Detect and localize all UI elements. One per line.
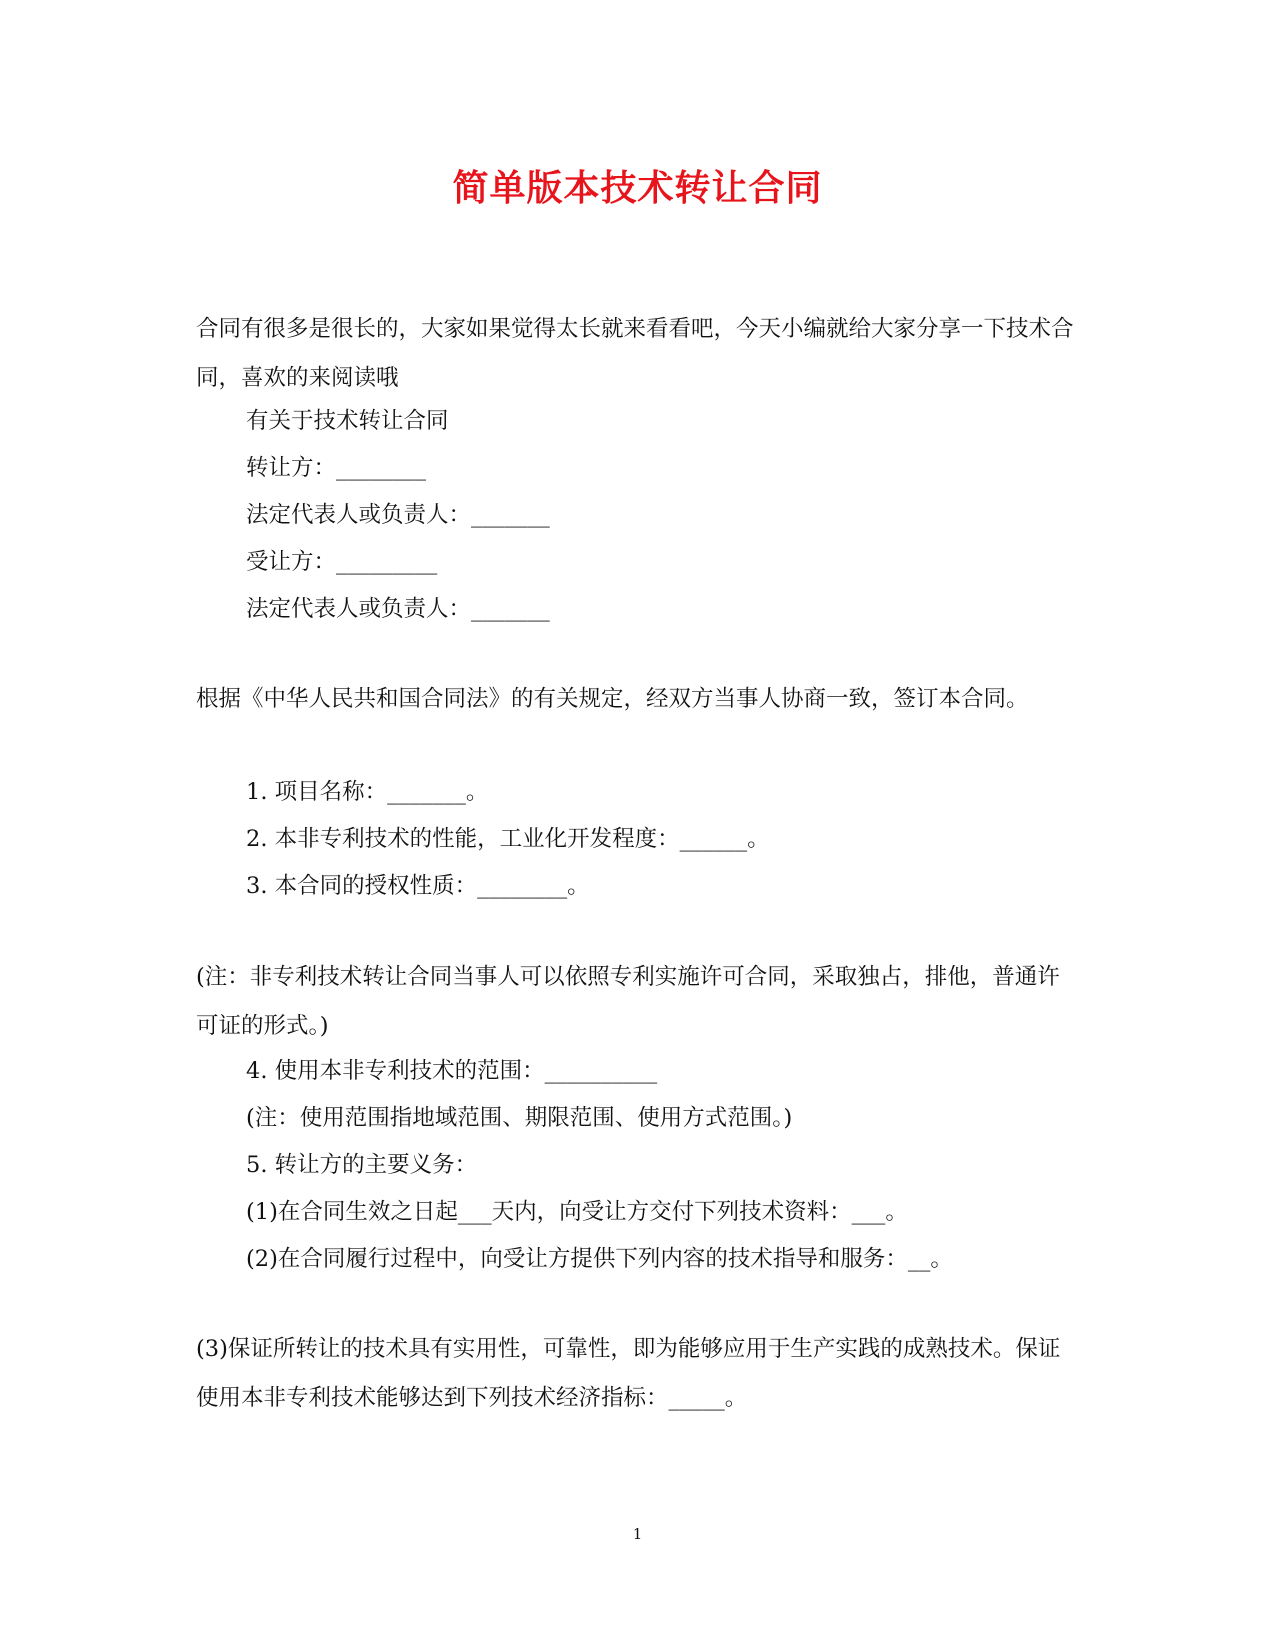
party-transferor-representative: 法定代表人或负责人：_______ [246, 502, 550, 528]
intro-paragraph: 合同有很多是很长的，大家如果觉得太长就来看看吧，今天小编就给大家分享一下技术合同，喜欢的来阅读哦 [196, 316, 1074, 391]
usage-scope-note: (注：使用范围指地域范围、期限范围、使用方式范围。) [246, 1105, 793, 1131]
page-number: 1 [632, 1525, 643, 1543]
obligation-deliver-materials: (1)在合同生效之日起___天内，向受让方交付下列技术资料：___。 [246, 1199, 908, 1225]
clause-authorization-nature: 3. 本合同的授权性质：________。 [246, 873, 590, 899]
license-note: (注：非专利技术转让合同当事人可以依照专利实施许可合同，采取独占，排他，普通许可证的形式。) [196, 964, 1060, 1039]
clause-technology-performance: 2. 本非专利技术的性能，工业化开发程度：______。 [246, 826, 770, 852]
clause-transferor-obligations: 5. 转让方的主要义务： [246, 1152, 478, 1178]
document-title: 简单版本技术转让合同 [452, 167, 823, 209]
party-transferee-representative: 法定代表人或负责人：_______ [246, 596, 550, 622]
party-transferor: 转让方：________ [246, 455, 427, 481]
clause-usage-scope: 4. 使用本非专利技术的范围：__________ [246, 1058, 658, 1084]
obligation-guarantee-practicality: (3)保证所转让的技术具有实用性，可靠性，即为能够应用于生产实践的成熟技术。保证使用本非专利技术能够达到下列技术经济指标：_____。 [196, 1336, 1061, 1411]
clause-project-name: 1. 项目名称：_______。 [246, 779, 489, 805]
contract-subtitle: 有关于技术转让合同 [246, 408, 449, 434]
legal-basis-paragraph: 根据《中华人民共和国合同法》的有关规定，经双方当事人协商一致，签订本合同。 [196, 686, 1029, 712]
party-transferee: 受让方：_________ [246, 549, 438, 575]
obligation-technical-guidance: (2)在合同履行过程中，向受让方提供下列内容的技术指导和服务：__。 [246, 1246, 953, 1272]
